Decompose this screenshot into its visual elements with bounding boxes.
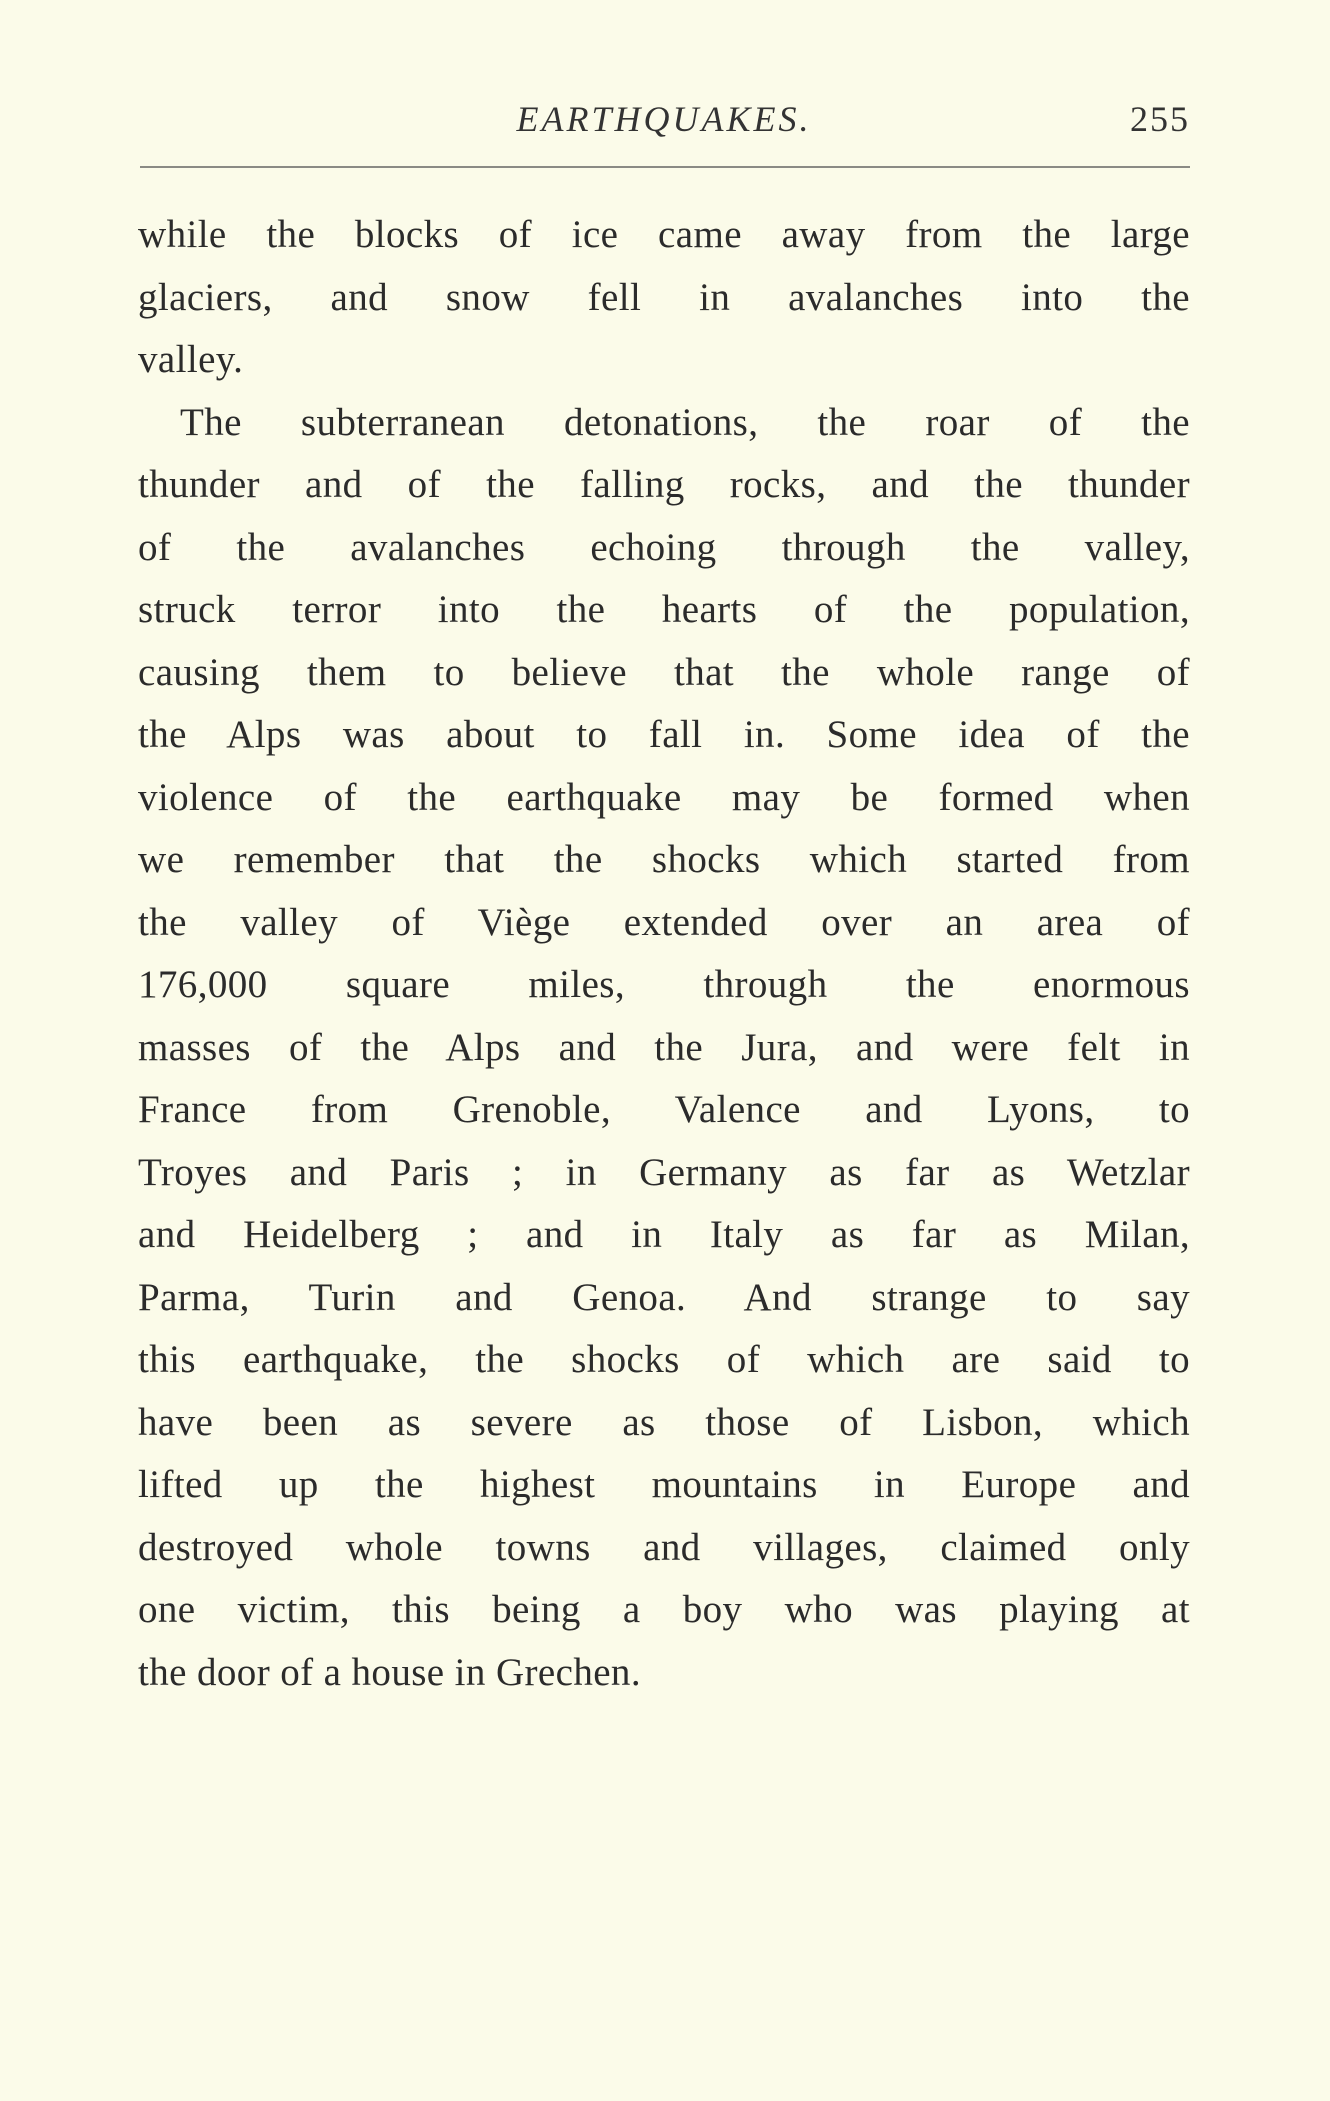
- text-line: Troyes and Paris ; in Germany as far as Wetzlar: [138, 1150, 1190, 1194]
- text-line: the Alps was about to fall in. Some idea of the: [138, 713, 1190, 756]
- text-line: and Heidelberg ; and in Italy as far as Milan,: [138, 1213, 1190, 1256]
- text-line: we remember that the shocks which started from: [138, 838, 1190, 881]
- running-title: EARTHQUAKES.: [516, 99, 812, 139]
- text-line: valley.: [138, 338, 244, 381]
- text-line: Parma, Turin and Genoa. And strange to say: [138, 1275, 1190, 1319]
- header-rule: [140, 166, 1190, 168]
- text-line: violence of the earthquake may be formed when: [138, 775, 1190, 819]
- text-line: the door of a house in Grechen.: [138, 1650, 641, 1694]
- page-number: 255: [1130, 99, 1190, 139]
- text-line: struck terror into the hearts of the population,: [138, 588, 1190, 631]
- text-line: one victim, this being a boy who was playing at: [138, 1588, 1190, 1631]
- text-line: masses of the Alps and the Jura, and were felt in: [138, 1025, 1190, 1069]
- text-line: the valley of Viège extended over an area of: [138, 900, 1190, 944]
- text-line: have been as severe as those of Lisbon, which: [138, 1400, 1190, 1444]
- text-line: France from Grenoble, Valence and Lyons, to: [138, 1088, 1190, 1131]
- text-line: thunder and of the falling rocks, and the thunder: [138, 463, 1190, 506]
- text-line: this earthquake, the shocks of which are said to: [138, 1338, 1190, 1381]
- text-line: causing them to believe that the whole range of: [138, 650, 1190, 694]
- text-line: while the blocks of ice came away from the large: [138, 213, 1190, 256]
- text-line: lifted up the highest mountains in Europe and: [138, 1463, 1190, 1506]
- text-line: The subterranean detonations, the roar of the: [180, 400, 1190, 444]
- text-line: destroyed whole towns and villages, claimed only: [138, 1525, 1190, 1569]
- text-line: of the avalanches echoing through the valley,: [138, 525, 1190, 569]
- text-line: 176,000 square miles, through the enormous: [138, 963, 1190, 1006]
- text-line: glaciers, and snow fell in avalanches into the: [138, 275, 1190, 319]
- body-text: [138, 204, 1190, 1704]
- page-header: [138, 98, 1190, 148]
